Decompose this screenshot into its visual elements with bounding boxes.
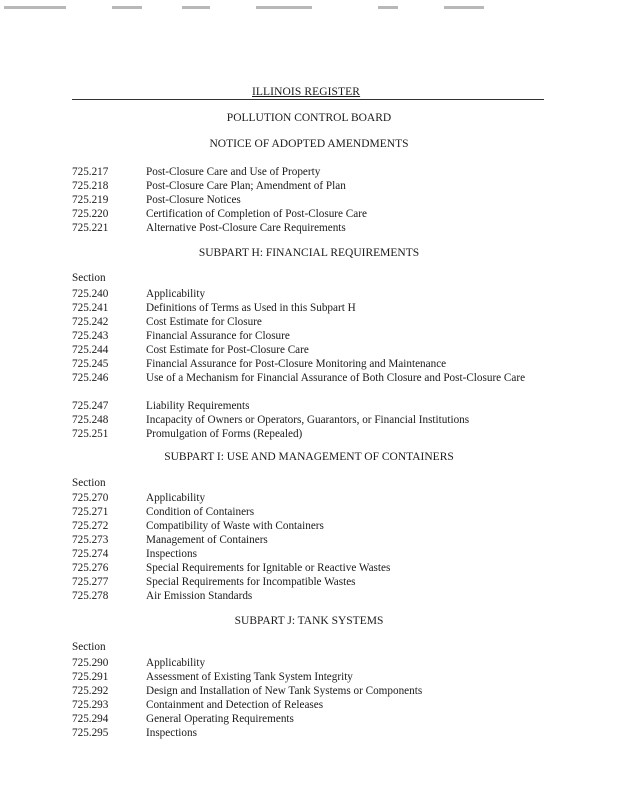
section-title: Applicability xyxy=(146,288,206,300)
section-title: Compatibility of Waste with Containers xyxy=(146,520,324,532)
section-number: 725.241 xyxy=(72,302,109,314)
section-title: Certification of Completion of Post-Closure Care xyxy=(146,208,367,220)
scan-artifact xyxy=(112,6,142,9)
section-number: 725.292 xyxy=(72,685,109,697)
section-number: 725.220 xyxy=(72,208,109,220)
section-title: Special Requirements for Incompatible Wastes xyxy=(146,576,356,588)
subpart-i-heading: SUBPART I: USE AND MANAGEMENT OF CONTAINERS xyxy=(164,451,454,463)
section-number: 725.290 xyxy=(72,657,109,669)
scan-artifact xyxy=(256,6,312,9)
section-title: Special Requirements for Ignitable or Reactive Wastes xyxy=(146,562,391,574)
section-number: 725.271 xyxy=(72,506,109,518)
subpart-h-heading: SUBPART H: FINANCIAL REQUIREMENTS xyxy=(198,247,420,259)
section-number: 725.248 xyxy=(72,414,109,426)
section-number: 725.272 xyxy=(72,520,109,532)
section-title: Financial Assurance for Post-Closure Monitoring and Maintenance xyxy=(146,358,447,370)
section-title: Incapacity of Owners or Operators, Guarantors, or Financial Institutions xyxy=(146,414,470,426)
section-title: Design and Installation of New Tank Systems or Components xyxy=(146,685,423,697)
section-number: 725.274 xyxy=(72,548,109,560)
section-title: Management of Containers xyxy=(146,534,268,546)
section-label: Section xyxy=(72,641,106,653)
subpart-j-heading: SUBPART J: TANK SYSTEMS xyxy=(234,615,384,627)
board-name: POLLUTION CONTROL BOARD xyxy=(226,112,392,124)
section-title: Post-Closure Care and Use of Property xyxy=(146,166,321,178)
section-title: Air Emission Standards xyxy=(146,590,253,602)
section-title: Post-Closure Notices xyxy=(146,194,241,206)
section-number: 725.240 xyxy=(72,288,109,300)
section-number: 725.251 xyxy=(72,428,109,440)
section-title: Promulgation of Forms (Repealed) xyxy=(146,428,303,440)
section-number: 725.276 xyxy=(72,562,109,574)
section-number: 725.278 xyxy=(72,590,109,602)
section-number: 725.244 xyxy=(72,344,109,356)
section-number: 725.219 xyxy=(72,194,109,206)
section-title: Use of a Mechanism for Financial Assurance of Both Closure and Post-Closure Care xyxy=(146,372,526,384)
section-title: Condition of Containers xyxy=(146,506,255,518)
section-title: Definitions of Terms as Used in this Subpart H xyxy=(146,302,356,314)
scan-artifact xyxy=(378,6,398,9)
section-title: Inspections xyxy=(146,548,197,560)
section-title: Financial Assurance for Closure xyxy=(146,330,290,342)
section-number: 725.242 xyxy=(72,316,109,328)
section-number: 725.277 xyxy=(72,576,109,588)
section-number: 725.293 xyxy=(72,699,109,711)
section-title: Cost Estimate for Post-Closure Care xyxy=(146,344,309,356)
section-title: Alternative Post-Closure Care Requirements xyxy=(146,222,346,234)
section-title: Applicability xyxy=(146,657,206,669)
section-number: 725.270 xyxy=(72,492,109,504)
section-title: Assessment of Existing Tank System Integrity xyxy=(146,671,353,683)
section-title: Post-Closure Care Plan; Amendment of Plan xyxy=(146,180,346,192)
section-title: Inspections xyxy=(146,727,197,739)
section-title: Liability Requirements xyxy=(146,400,250,412)
section-number: 725.291 xyxy=(72,671,109,683)
section-number: 725.217 xyxy=(72,166,109,178)
section-label: Section xyxy=(72,477,106,489)
section-number: 725.218 xyxy=(72,180,109,192)
section-number: 725.221 xyxy=(72,222,109,234)
scan-artifact xyxy=(4,6,66,9)
header-rule xyxy=(72,99,544,100)
section-label: Section xyxy=(72,272,106,284)
section-title: Containment and Detection of Releases xyxy=(146,699,324,711)
section-number: 725.273 xyxy=(72,534,109,546)
section-number: 725.243 xyxy=(72,330,109,342)
scan-artifact xyxy=(182,6,210,9)
section-number: 725.246 xyxy=(72,372,109,384)
scan-artifact xyxy=(444,6,484,9)
section-number: 725.245 xyxy=(72,358,109,370)
section-number: 725.295 xyxy=(72,727,109,739)
section-title: General Operating Requirements xyxy=(146,713,294,725)
section-title: Cost Estimate for Closure xyxy=(146,316,262,328)
section-number: 725.247 xyxy=(72,400,109,412)
register-title: ILLINOIS REGISTER xyxy=(252,86,361,98)
notice-title: NOTICE OF ADOPTED AMENDMENTS xyxy=(209,138,409,150)
section-title: Applicability xyxy=(146,492,206,504)
section-number: 725.294 xyxy=(72,713,109,725)
